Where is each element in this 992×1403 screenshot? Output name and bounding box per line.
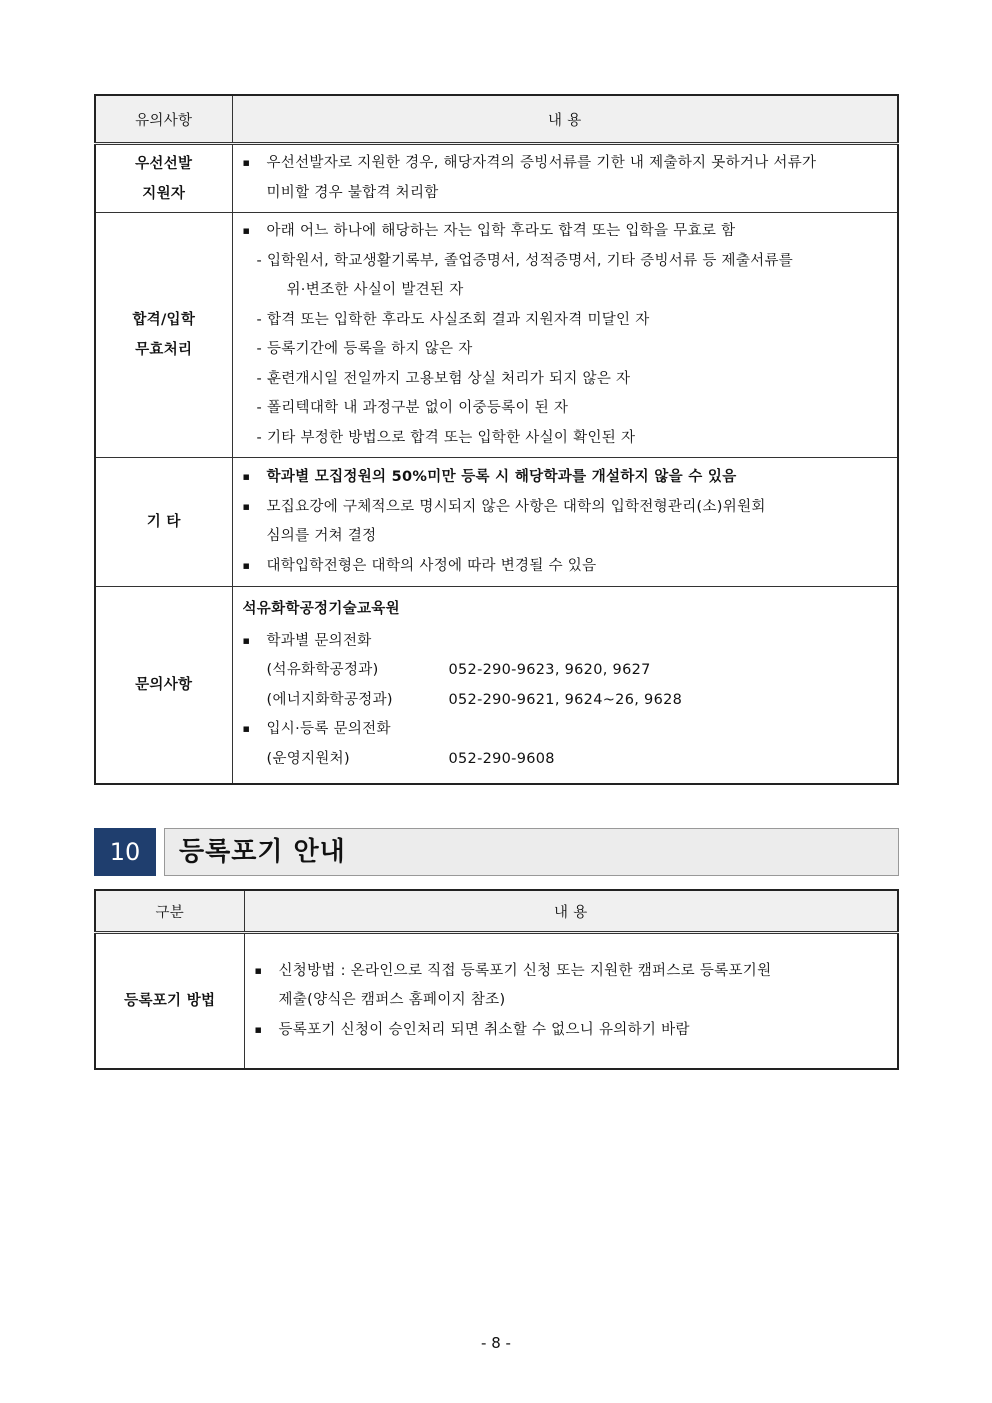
row-label	[95, 144, 232, 213]
notice-table	[94, 94, 899, 785]
table-row	[95, 933, 898, 1069]
label-line: 무효처리	[135, 342, 193, 358]
label-line: 합격/입학	[132, 312, 196, 328]
table-row	[95, 213, 898, 458]
bullet-continuation: 미비할 경우 불합격 처리함	[266, 184, 439, 201]
table-row	[95, 458, 898, 587]
withdrawal-table	[94, 889, 899, 1070]
row-label: 문의사항	[95, 587, 232, 784]
row-content	[232, 213, 898, 458]
row-label	[95, 213, 232, 458]
row-content	[232, 458, 898, 587]
bullet-item: ▪ 우선선발자로 지원한 경우, 해당자격의 증빙서류를 기한 내 제출하지 못하거나 서류가	[243, 149, 890, 179]
header-category: 구분	[95, 890, 244, 933]
bullet-item: ▪ 대학입학전형은 대학의 사정에 따라 변경될 수 있음	[243, 552, 890, 582]
organization-name: 석유화학공정기술교육원	[242, 601, 400, 618]
row-label: 등록포기 방법	[95, 933, 244, 1069]
label-line: 우선선발	[135, 155, 193, 172]
phone-entry	[243, 745, 890, 775]
bullet-item: ▪ 입시·등록 문의전화	[243, 715, 890, 745]
department-name: (석유화학공정과)	[266, 662, 379, 679]
row-content	[232, 587, 898, 784]
row-content	[232, 144, 898, 213]
phone-entry	[243, 656, 890, 686]
table-row	[95, 144, 898, 213]
table-header-row	[95, 95, 898, 144]
section-number: 10	[94, 828, 156, 876]
header-content: 내 용	[232, 95, 898, 144]
section-heading	[94, 828, 899, 876]
bullet-continuation: 심의를 거쳐 결정	[266, 528, 377, 544]
phone-number: 052-290-9623, 9620, 9627	[448, 662, 651, 679]
phone-entry	[243, 686, 890, 716]
bullet-item: ▪ 신청방법 : 온라인으로 직접 등록포기 신청 또는 지원한 캠퍼스로 등록포기원	[255, 957, 890, 987]
table-row	[95, 587, 898, 784]
bullet-item: ▪ 등록포기 신청이 승인처리 되면 취소할 수 없으니 유의하기 바람	[255, 1016, 890, 1046]
section-title: 등록포기 안내	[164, 828, 899, 876]
row-content	[244, 933, 898, 1069]
label-line: 지원자	[142, 185, 186, 202]
page-number: - 8 -	[481, 1334, 511, 1352]
header-category: 유의사항	[95, 95, 232, 144]
row-label: 기 타	[95, 458, 232, 587]
bullet-item: ▪ 모집요강에 구체적으로 명시되지 않은 사항은 대학의 입학전형관리(소)위원회	[243, 493, 890, 523]
department-name: (운영지원처)	[266, 750, 350, 767]
dash-continuation: 위·변조한 사실이 발견된 자	[286, 282, 464, 298]
dash-item: - 등록기간에 등록을 하지 않은 자	[256, 341, 473, 357]
phone-number: 052-290-9608	[448, 750, 555, 767]
department-name: (에너지화학공정과)	[266, 691, 393, 708]
bullet-continuation: 제출(양식은 캠퍼스 홈페이지 참조)	[278, 992, 506, 1008]
dash-item: - 합격 또는 입학한 후라도 사실조회 결과 지원자격 미달인 자	[256, 311, 650, 328]
table-header-row	[95, 890, 898, 933]
dash-item: - 폴리텍대학 내 과정구분 없이 이중등록이 된 자	[256, 400, 569, 416]
dash-item: - 입학원서, 학교생활기록부, 졸업증명서, 성적증명서, 기타 증빙서류 등 제출서류를	[256, 252, 794, 269]
header-content: 내 용	[244, 890, 898, 933]
dash-item: - 기타 부정한 방법으로 합격 또는 입학한 사실이 확인된 자	[256, 429, 636, 446]
phone-number: 052-290-9621, 9624~26, 9628	[448, 691, 683, 708]
bullet-item: ▪ 아래 어느 하나에 해당하는 자는 입학 후라도 합격 또는 입학을 무효로 함	[243, 217, 890, 247]
bullet-item: ▪ 학과별 모집정원의 50%미만 등록 시 해당학과를 개설하지 않을 수 있음	[243, 463, 890, 493]
dash-item: - 훈련개시일 전일까지 고용보험 상실 처리가 되지 않은 자	[256, 370, 631, 387]
bullet-item: ▪ 학과별 문의전화	[243, 627, 890, 657]
